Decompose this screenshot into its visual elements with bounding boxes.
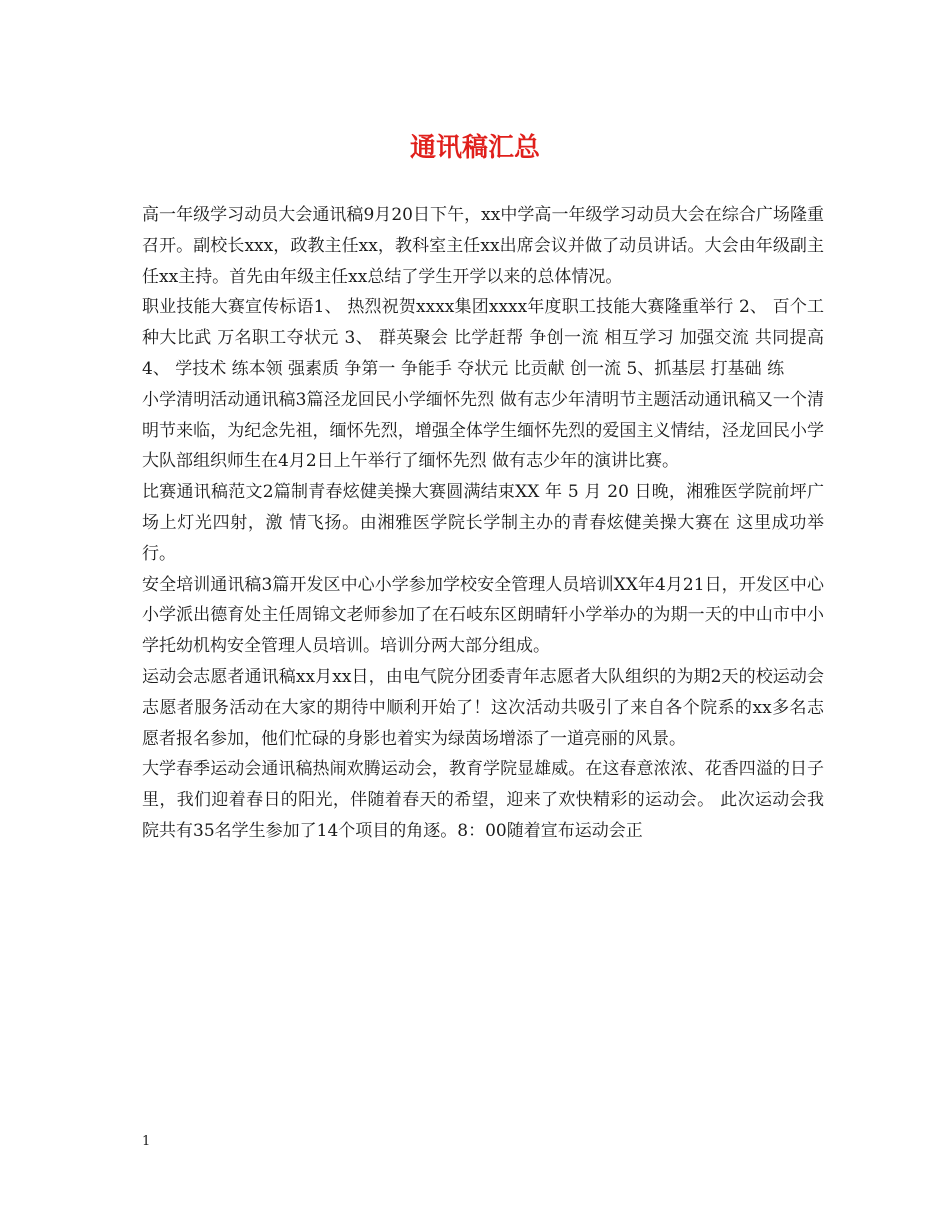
paragraph-spring-sports-meet: 大学春季运动会通讯稿热闹欢腾运动会，教育学院显雄威。在这春意浓浓、花香四溢的日子里，我们迎着春日的阳光，伴随着春天的希望，迎来了欢快精彩的运动会。 此次运动会我院共有35名学生参加了14个项目的角逐。8：00随着宣布运动会正 (142, 759, 824, 841)
paragraph-student-mobilization: 高一年级学习动员大会通讯稿9月20日下午，xx中学高一年级学习动员大会在综合广场隆重召开。副校长xxx，政教主任xx，教科室主任xx出席会议并做了动员讲话。大会由年级副主任xx主持。首先由年级主任xx总结了学生开学以来的总体情况。 (142, 205, 824, 287)
paragraph-qingming-activity: 小学清明活动通讯稿3篇泾龙回民小学缅怀先烈 做有志少年清明节主题活动通讯稿又一个清明节来临，为纪念先祖，缅怀先烈，增强全体学生缅怀先烈的爱国主义情结，泾龙回民小学大队部组织师生在4月2日上午举行了缅怀先烈 做有志少年的演讲比赛。 (142, 389, 824, 472)
paragraph-sports-volunteers: 运动会志愿者通讯稿xx月xx日，由电气院分团委青年志愿者大队组织的为期2天的校运动会志愿者服务活动在大家的期待中顺利开始了！这次活动共吸引了来自各个院系的xx多名志愿者报名参加，他们忙碌的身影也着实为绿茵场增添了一道亮丽的风景。 (142, 666, 824, 749)
page-number: 1 (142, 1134, 151, 1149)
document-title: 通讯稿汇总 (409, 133, 540, 163)
document-body (142, 200, 824, 847)
paragraph-aerobics-contest: 比赛通讯稿范文2篇制青春炫健美操大赛圆满结束XX 年 5 月 20 日晚，湘雅医学院前坪广场上灯光四射，激 情飞扬。由湘雅医学院长学制主办的青春炫健美操大赛在 这里成功举行。 (142, 482, 824, 564)
paragraph-safety-training: 安全培训通讯稿3篇开发区中心小学参加学校安全管理人员培训XX年4月21日，开发区中心小学派出德育处主任周锦文老师参加了在石岐东区朗晴轩小学举办的为期一天的中山市中小学托幼机构安全管理人员培训。培训分两大部分组成。 (142, 574, 824, 657)
paragraph-skills-contest-slogans: 职业技能大赛宣传标语1、 热烈祝贺xxxx集团xxxx年度职工技能大赛隆重举行 2、 百个工种大比武 万名职工夺状元 3、 群英聚会 比学赶帮 争创一流 相互学习 加强交流 共同提高 4、 学技术 练本领 强素质 争第一 争能手 夺状元 比贡献 创一流 5、抓基层 打基础 练 (142, 297, 824, 379)
